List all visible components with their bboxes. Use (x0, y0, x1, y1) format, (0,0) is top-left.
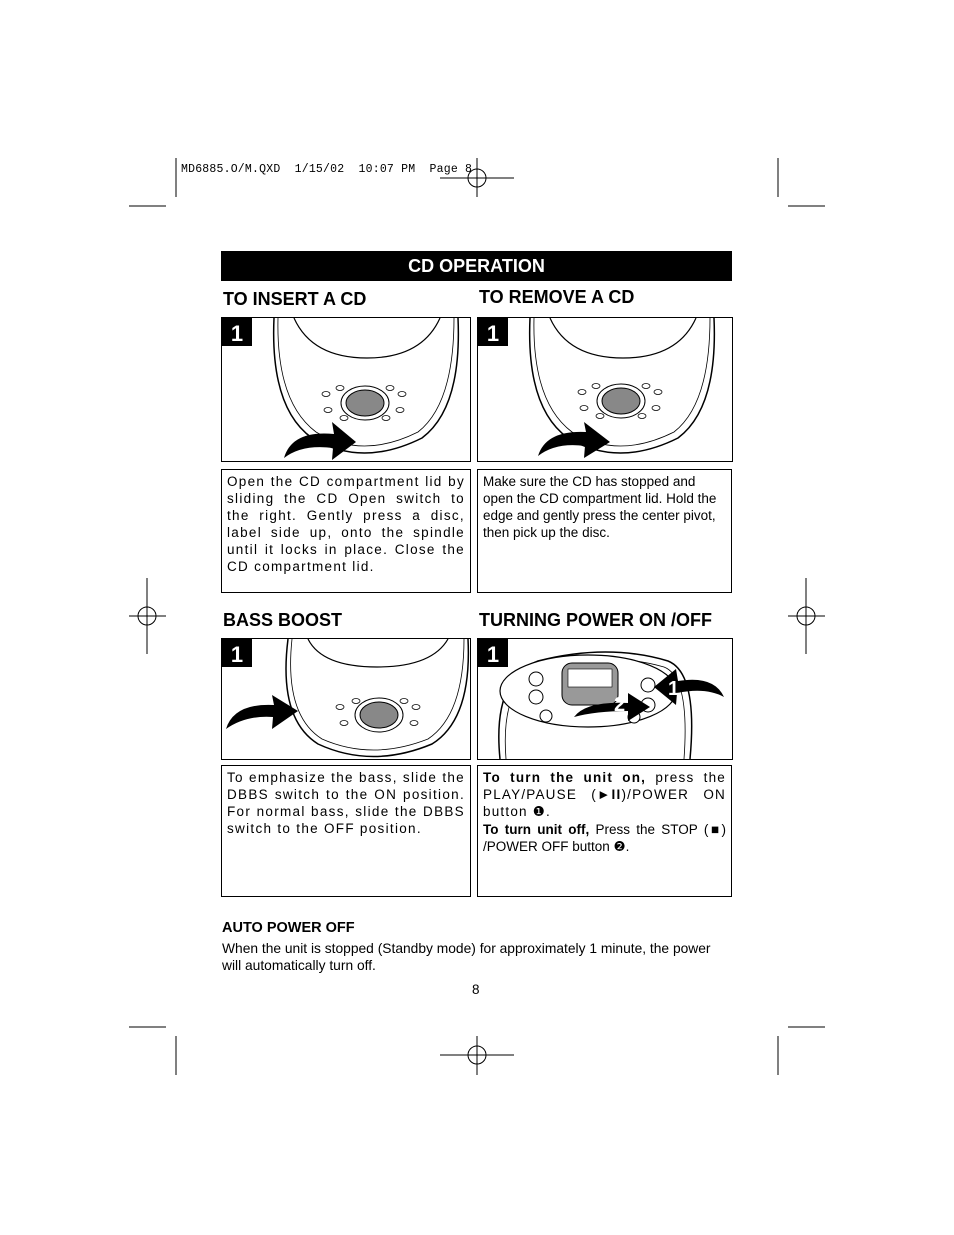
page-banner: CD OPERATION (221, 251, 732, 281)
auto-power-off-heading: AUTO POWER OFF (222, 920, 355, 936)
callout-1: 1 (668, 678, 680, 700)
remove-heading: TO REMOVE A CD (479, 287, 635, 307)
insert-text-box (221, 469, 471, 593)
step-number: 1 (230, 321, 244, 346)
page-number: 8 (472, 982, 480, 997)
power-illustration (477, 638, 733, 760)
insert-illustration (221, 317, 471, 462)
bass-illustration (221, 638, 471, 760)
power-on-paragraph (483, 769, 726, 820)
power-off-label: To turn unit off, (483, 822, 590, 837)
power-on-number: ❶ (532, 804, 546, 819)
insert-text: Open the CD compartment lid by sliding the CD Open switch to the right. Gently press a disc, label side up, onto the spindle until it locks in place. Close the CD compartment lid. (227, 474, 465, 574)
auto-power-off-text: When the unit is stopped (Standby mode) for approximately 1 minute, the power will automatically turn off. (222, 941, 711, 973)
power-off-number: ❷ (613, 839, 626, 854)
play-pause-symbol: ►II (596, 787, 622, 802)
power-off-text: Press the STOP ( (589, 822, 709, 837)
power-off-paragraph (483, 821, 726, 855)
power-text-box (477, 765, 732, 897)
callout-2: 2 (614, 694, 626, 716)
stop-symbol: ■ (708, 822, 722, 837)
power-off-end: . (625, 839, 630, 854)
power-on-text-2: )/POWER ON button (483, 787, 726, 819)
power-heading: TURNING POWER ON /OFF (479, 610, 712, 630)
power-off-text-2: ) /POWER OFF button (483, 822, 726, 854)
remove-text: Make sure the CD has stopped and open the CD compartment lid. Hold the edge and gently press the center pivot, then pick up the disc. (483, 474, 717, 540)
power-on-label: To turn the unit on, (483, 770, 647, 785)
power-on-text: press the PLAY/PAUSE ( (483, 770, 727, 802)
insert-heading: TO INSERT A CD (223, 289, 367, 309)
step-number: 1 (230, 642, 244, 667)
bass-text-box (221, 765, 471, 897)
bass-text: To emphasize the bass, slide the DBBS switch to the ON position. For normal bass, slide the DBBS switch to the OFF position. (227, 770, 465, 836)
remove-text-box (477, 469, 732, 593)
power-on-end: . (546, 804, 551, 819)
step-number: 1 (486, 642, 500, 667)
remove-illustration (477, 317, 733, 462)
bass-heading: BASS BOOST (223, 610, 343, 630)
step-number: 1 (486, 321, 500, 346)
file-slug: MD6885.O/M.QXD 1/15/02 10:07 PM Page 8 (181, 163, 473, 176)
